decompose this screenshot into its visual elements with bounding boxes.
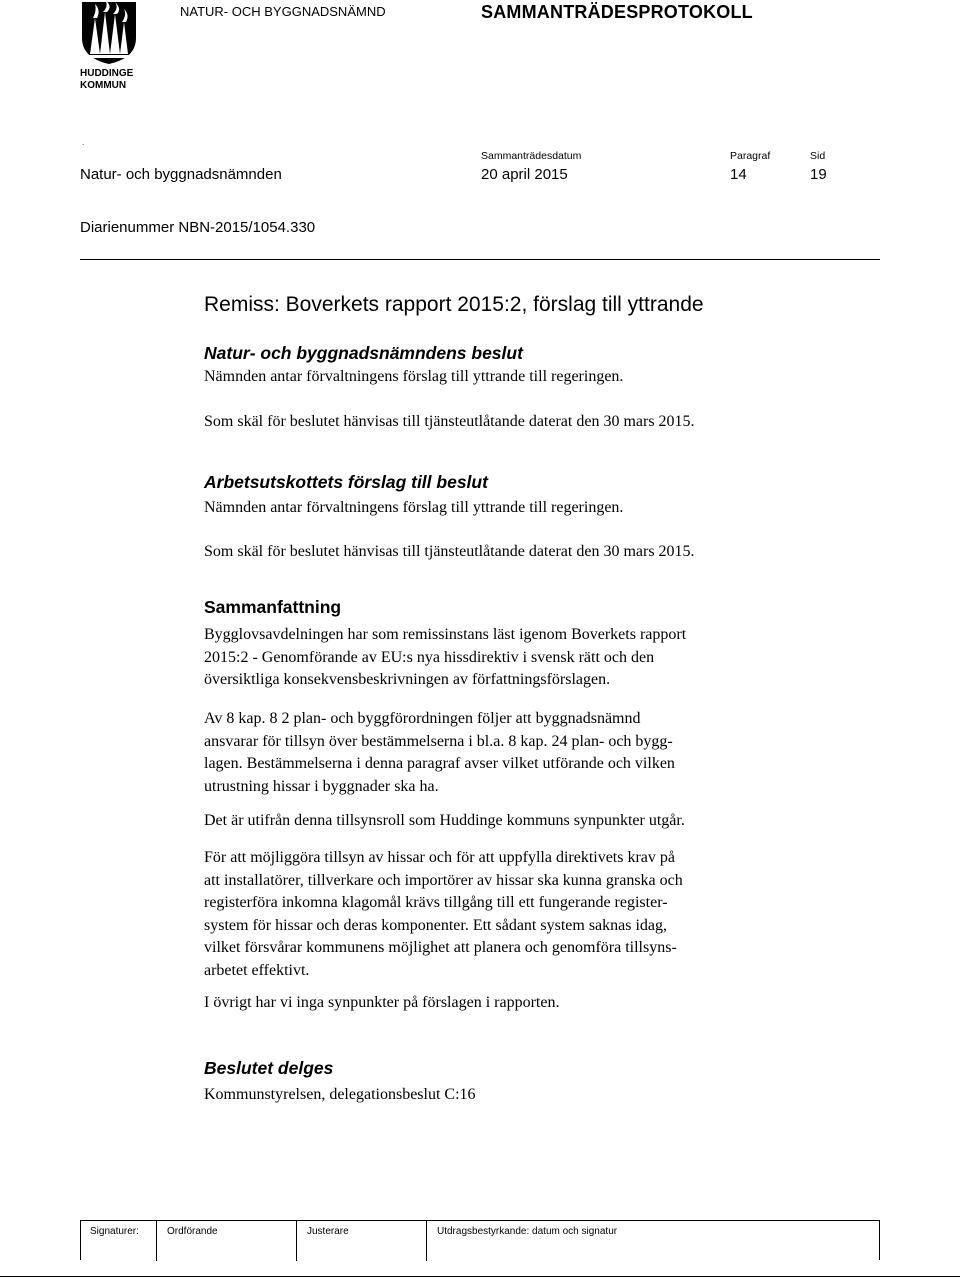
meeting-date: 20 april 2015 bbox=[481, 166, 568, 183]
committee-decision-text: Nämnden antar förvaltningens förslag till yttrande till regeringen. bbox=[204, 368, 624, 385]
summary-p4-line: vilket försvårar kommunens möjlighet att planera och genomföra tillsyns- bbox=[204, 939, 677, 956]
working-committee-heading: Arbetsutskottets förslag till beslut bbox=[204, 472, 488, 492]
logo-line-1: HUDDINGE bbox=[80, 68, 134, 79]
paragraph-number: 14 bbox=[730, 166, 747, 183]
summary-p4-line: system för hissar och deras komponenter. Ett sådant system saknas idag, bbox=[204, 916, 668, 934]
adjuster-label: Justerare bbox=[307, 1226, 349, 1237]
header-divider bbox=[80, 259, 880, 260]
summary-p1-line: 2015:2 - Genomförande av EU:s nya hissdirektiv i svensk rätt och den bbox=[204, 648, 655, 666]
summary-p2-line: ansvarar för tillsyn över bestämmelserna i bl.a. 8 kap. 24 plan- och bygg- bbox=[204, 732, 673, 750]
summary-p1-line: Bygglovsavdelningen har som remissinstans läst igenom Boverkets rapport bbox=[204, 626, 687, 643]
logo-text bbox=[80, 68, 133, 92]
diary-number: Diarienummer NBN-2015/1054.330 bbox=[80, 219, 316, 236]
chair-label: Ordförande bbox=[167, 1226, 218, 1237]
summary-p1-line: översiktliga konsekvensbeskrivningen av författningsförslagen. bbox=[204, 671, 611, 688]
committee-decision-reason: Som skäl för beslutet hänvisas till tjänsteutlåtande daterat den 30 mars 2015. bbox=[204, 413, 695, 430]
summary-p2-line: Av 8 kap. 8 2 plan- och byggförordningen följer att byggnadsnämnd bbox=[204, 710, 641, 727]
paragraph-label: Paragraf bbox=[730, 150, 771, 162]
summary-p4-line: registerföra inkomna klagomål krävs tillgång till ett fungerande register- bbox=[204, 894, 668, 911]
summary-paragraph-1 bbox=[204, 624, 804, 692]
page-number: 19 bbox=[810, 166, 827, 183]
summary-paragraph-2 bbox=[204, 708, 804, 798]
summary-heading: Sammanfattning bbox=[204, 597, 342, 617]
distribution-heading: Beslutet delges bbox=[204, 1058, 334, 1078]
date-label: Sammanträdesdatum bbox=[481, 150, 582, 162]
summary-p4-line: att installatörer, tillverkare och importörer av hissar ska kunna granska och bbox=[204, 871, 683, 889]
summary-p4-line: arbetet effektivt. bbox=[204, 961, 310, 979]
summary-paragraph-5: I övrigt har vi inga synpunkter på förslagen i rapporten. bbox=[204, 994, 560, 1011]
working-committee-reason: Som skäl för beslutet hänvisas till tjänsteutlåtande daterat den 30 mars 2015. bbox=[204, 543, 695, 560]
summary-paragraph-3: Det är utifrån denna tillsynsroll som Huddinge kommuns synpunkter utgår. bbox=[204, 812, 685, 829]
committee-decision-heading: Natur- och byggnadsnämndens beslut bbox=[204, 343, 523, 363]
signatures-label: Signaturer: bbox=[90, 1226, 139, 1237]
summary-paragraph-4 bbox=[204, 847, 804, 982]
page-label: Sid bbox=[810, 150, 826, 162]
header-document-type: SAMMANTRÄDESPROTOKOLL bbox=[481, 2, 753, 22]
summary-p2-line: utrustning hissar i byggnader ska ha. bbox=[204, 777, 439, 795]
page-title: Remiss: Boverkets rapport 2015:2, förslag till yttrande bbox=[204, 293, 704, 316]
chair-cell bbox=[156, 1221, 296, 1261]
summary-p4-line: För att möjliggöra tillsyn av hissar och för att uppfylla direktivets krav på bbox=[204, 849, 676, 866]
committee-name: Natur- och byggnadsnämnden bbox=[80, 166, 282, 183]
working-committee-text: Nämnden antar förvaltningens förslag till yttrande till regeringen. bbox=[204, 499, 624, 516]
certifier-label: Utdragsbestyrkande: datum och signatur bbox=[437, 1226, 618, 1237]
signature-table bbox=[80, 1220, 880, 1260]
signatures-cell bbox=[80, 1221, 156, 1261]
summary-p2-line: lagen. Bestämmelserna i denna paragraf avser vilket utförande och vilken bbox=[204, 755, 675, 772]
footer-divider bbox=[0, 1276, 960, 1277]
adjuster-cell bbox=[296, 1221, 426, 1261]
stray-mark: . bbox=[82, 138, 85, 147]
logo-line-2: KOMMUN bbox=[80, 80, 127, 91]
header-organization: NATUR- OCH BYGGNADSNÄMND bbox=[180, 4, 386, 19]
certifier-cell bbox=[426, 1221, 880, 1261]
distribution-text: Kommunstyrelsen, delegationsbeslut C:16 bbox=[204, 1086, 476, 1103]
